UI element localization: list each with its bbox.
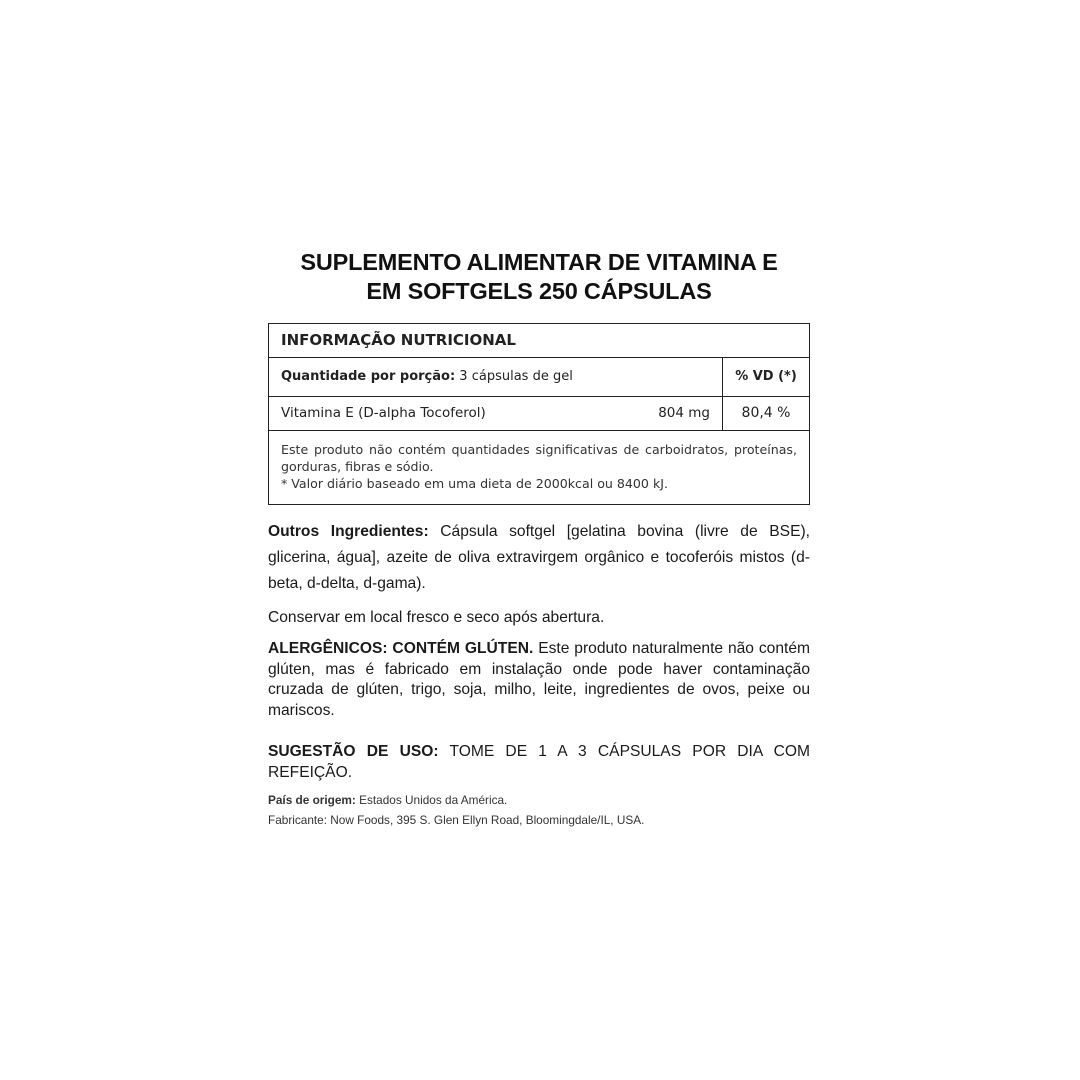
- storage-instructions: Conservar em local fresco e seco após abertura.: [268, 609, 605, 626]
- nutrient-amount: 804 mg: [658, 405, 710, 421]
- manufacturer-info: Fabricante: Now Foods, 395 S. Glen Ellyn Road, Bloomingdale/IL, USA.: [268, 813, 645, 827]
- title-line-2: EM SOFTGELS 250 CÁPSULAS: [366, 278, 712, 304]
- portion-label: Quantidade por porção:: [281, 369, 456, 384]
- daily-value-footnote: * Valor diário baseado em uma dieta de 2000kcal ou 8400 kJ.: [281, 476, 668, 491]
- allergens-text: Este produto naturalmente não contém glúten, mas é fabricado em instalação onde pode haver contaminação cruzada de glúten, trigo, soja, milho, leite, ingredientes de ovos, peixe ou mariscos.: [268, 640, 810, 719]
- ingredients-label: Outros Ingredientes:: [268, 523, 429, 540]
- nutrition-heading: INFORMAÇÃO NUTRICIONAL: [269, 324, 809, 358]
- portion-value: 3 cápsulas de gel: [455, 369, 573, 384]
- country-of-origin: [268, 790, 810, 810]
- portion-row: [269, 358, 809, 397]
- nutrient-cell: [269, 397, 723, 430]
- ingredients-text: Cápsula softgel [gelatina bovina (livre de BSE), glicerina, água], azeite de oliva extravirgem orgânico e tocoferóis mistos (d-beta, d-delta, d-gama).: [268, 523, 810, 592]
- product-label: [268, 248, 810, 830]
- nutrient-row: [269, 397, 809, 431]
- allergens-paragraph: [268, 639, 810, 721]
- usage-text: TOME DE 1 A 3 CÁPSULAS POR DIA COM REFEIÇÃO.: [268, 743, 811, 781]
- usage-label: SUGESTÃO DE USO:: [268, 743, 439, 760]
- origin-label: País de origem:: [268, 793, 356, 807]
- nutrition-table: [268, 323, 810, 505]
- usage-paragraph: [268, 741, 810, 783]
- ingredients-paragraph: [268, 519, 810, 597]
- product-title: [268, 248, 810, 306]
- nutrient-name: Vitamina E (D-alpha Tocoferol): [281, 405, 486, 421]
- portion-cell: [269, 358, 723, 396]
- dv-header: % VD (*): [735, 369, 797, 384]
- nutrition-note-text: Este produto não contém quantidades significativas de carboidratos, proteínas, gorduras, fibras e sódio.: [281, 442, 797, 474]
- allergens-label: ALERGÊNICOS: CONTÉM GLÚTEN.: [268, 640, 534, 657]
- origin-text: Estados Unidos da América.: [355, 793, 508, 807]
- nutrient-dv: 80,4 %: [741, 405, 791, 421]
- title-line-1: SUPLEMENTO ALIMENTAR DE VITAMINA E: [300, 249, 778, 275]
- nutrition-note: [269, 431, 809, 504]
